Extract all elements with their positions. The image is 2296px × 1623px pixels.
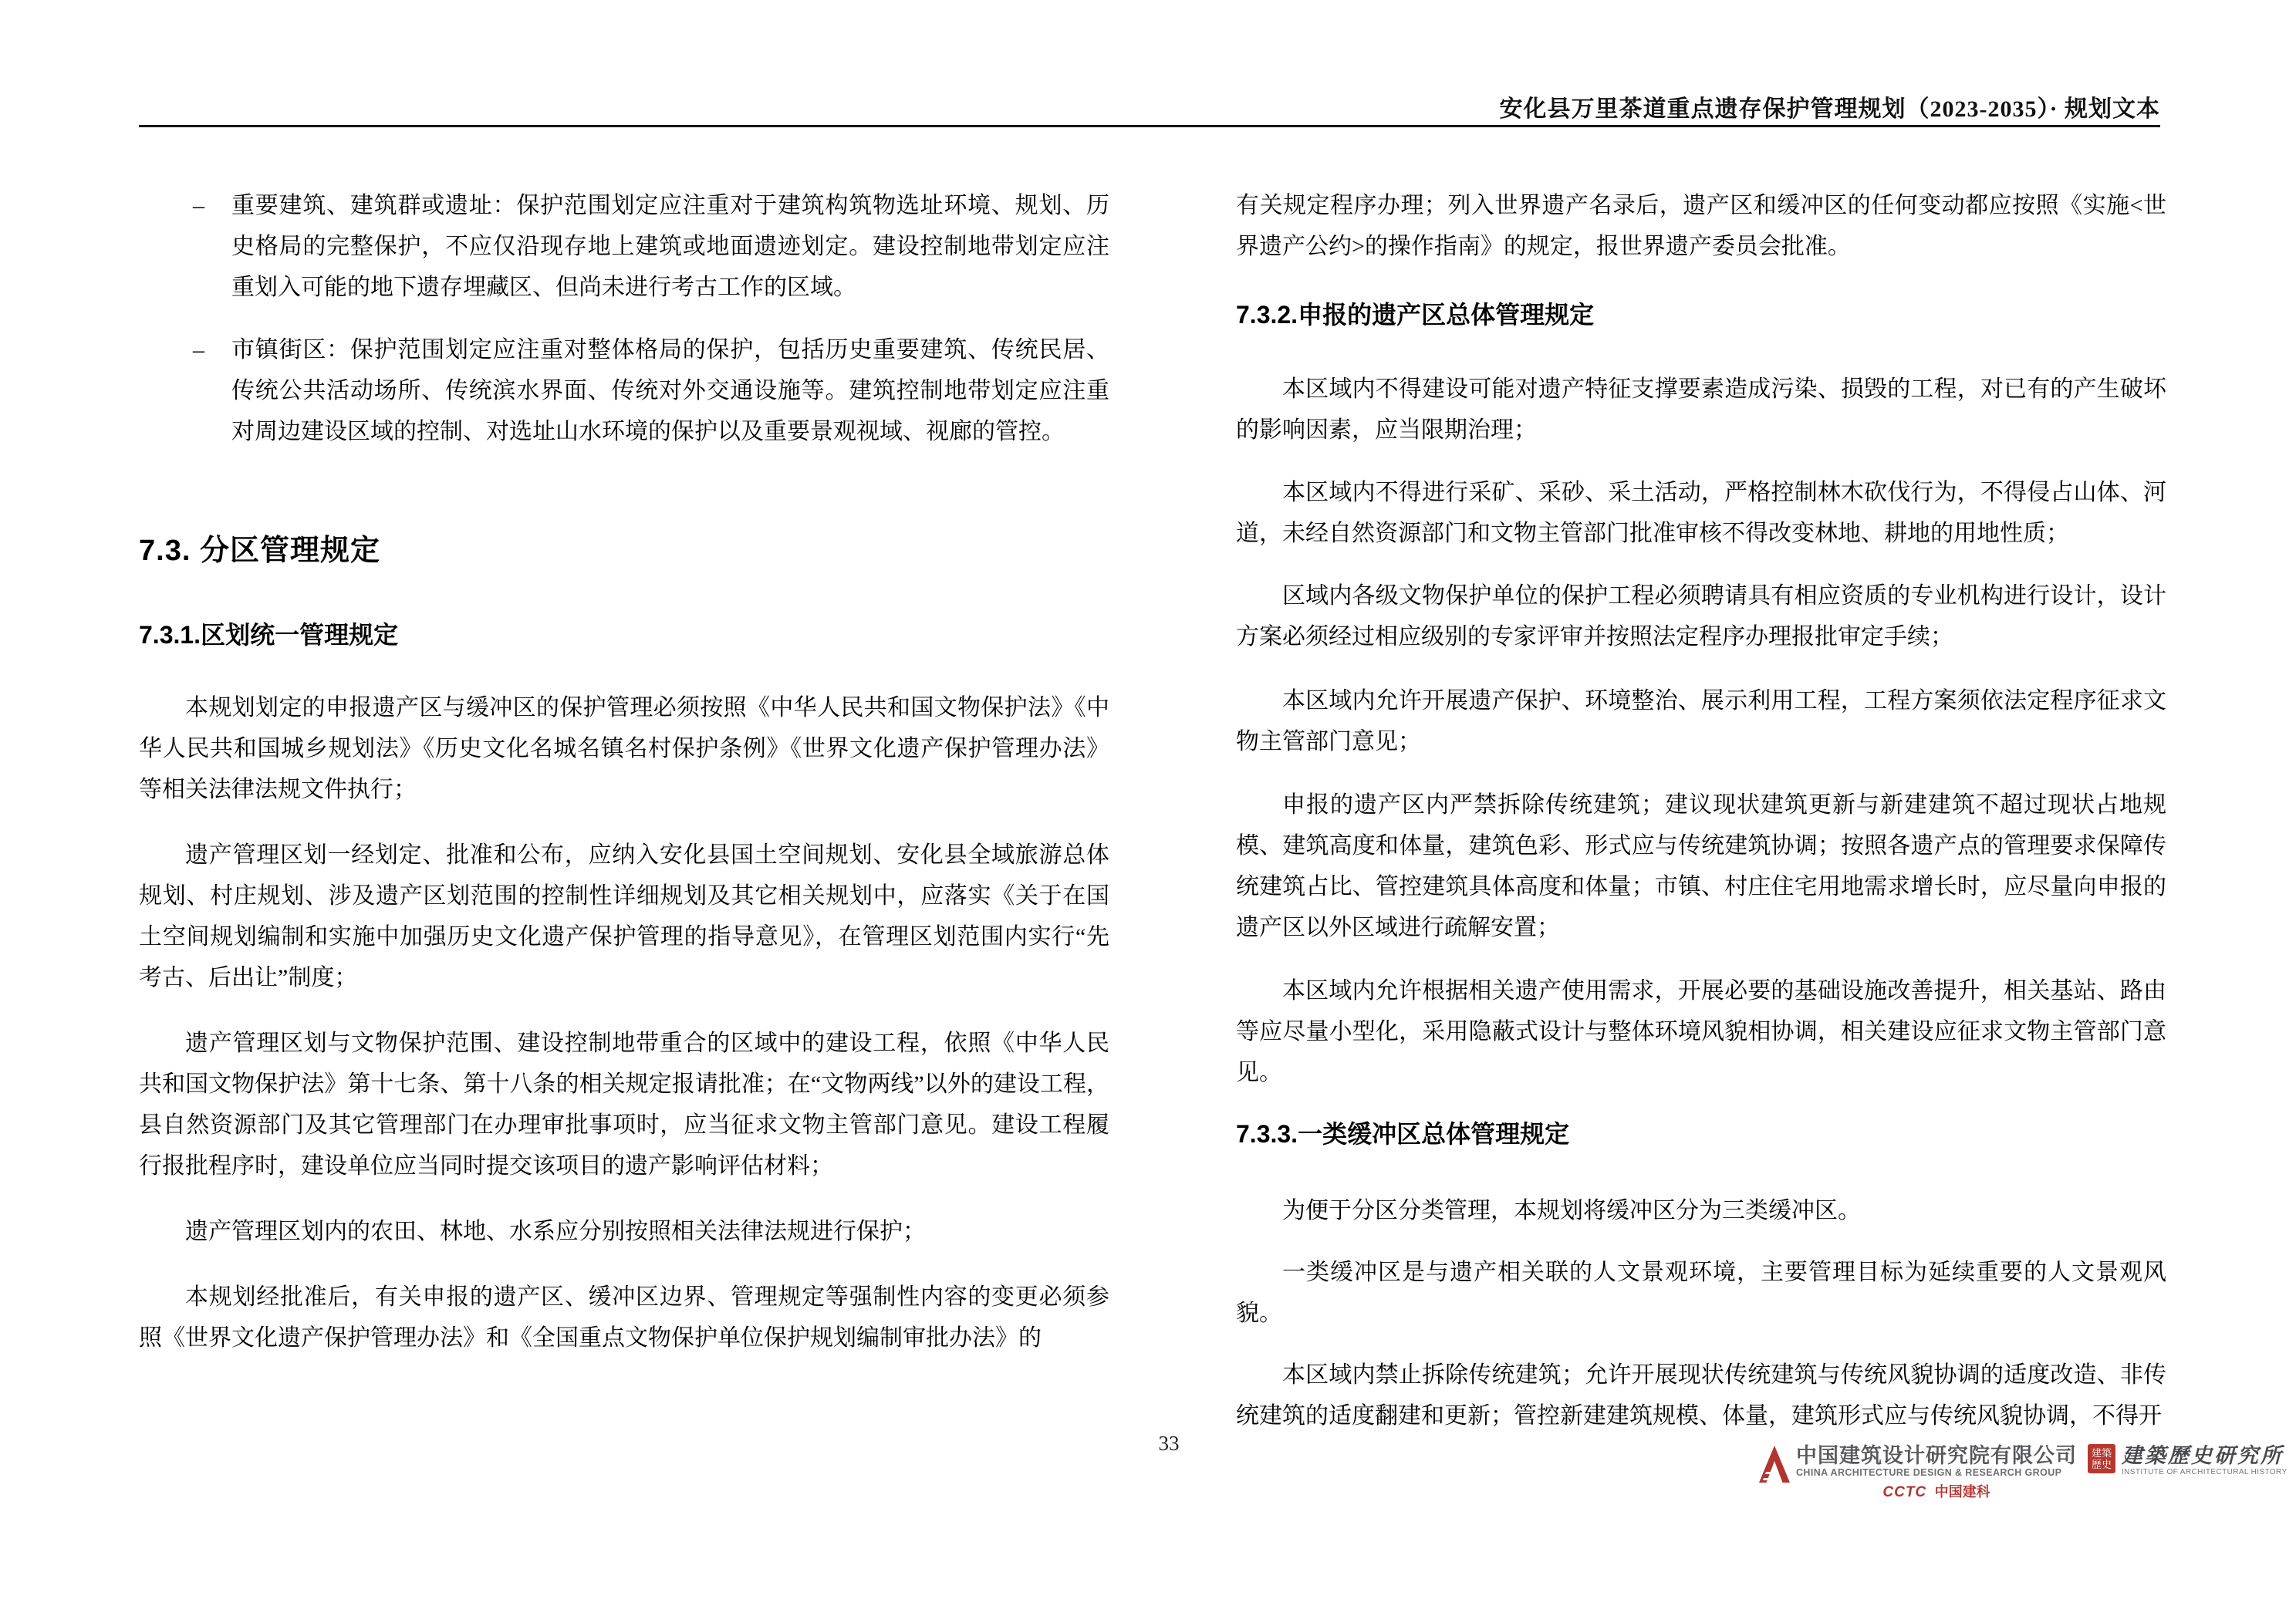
cadg-name-en: CHINA ARCHITECTURE DESIGN & RESEARCH GROUP: [1796, 1467, 2062, 1478]
cctc-logo: CCTC: [1882, 1484, 1927, 1500]
paragraph: 申报的遗产区内严禁拆除传统建筑；建议现状建筑更新与新建建筑不超过现状占地规模、建筑高度和体量，建筑色彩、形式应与传统建筑协调；按照各遗产点的管理要求保障传统建筑占比、管控建筑具体高度和体量；市镇、村庄住宅用地需求增长时，应尽量向申报的遗产区以外区域进行疏解安置；: [1236, 792, 2166, 940]
cadg-name-cn: 中国建筑设计研究院有限公司: [1796, 1444, 2077, 1467]
paragraph: 遗产管理区划与文物保护范围、建设控制地带重合的区域中的建设工程，依照《中华人民共和国文物保护法》第十七条、第十八条的相关规定报请批准；在“文物两线”以外的建设工程，县自然资源部门及其它管理部门在办理审批事项时，应当征求文物主管部门意见。建设工程履行报批程序时，建设单位应当同时提交该项目的遗产影响评估材料；: [139, 1031, 1109, 1179]
iah-name-cn: 建築歷史研究所: [2122, 1444, 2284, 1467]
paragraph: 本区域内禁止拆除传统建筑；允许开展现状传统建筑与传统风貌协调的适度改造、非传统建筑的适度翻建和更新；管控新建建筑规模、体量，建筑形式应与传统风貌协调，不得开: [1236, 1362, 2166, 1429]
right-column: [1236, 185, 2166, 1436]
section-heading-7-3-1: 7.3.1.区划统一管理规定: [139, 621, 399, 649]
paragraph: 区域内各级文物保护单位的保护工程必须聘请具有相应资质的专业机构进行设计，设计方案必须经过相应级别的专家评审并按照法定程序办理报批审定手续；: [1236, 583, 2166, 650]
paragraph: 遗产管理区划一经划定、批准和公布，应纳入安化县国土空间规划、安化县全域旅游总体规划、村庄规划、涉及遗产区划范围的控制性详细规划及其它相关规划中，应落实《关于在国土空间规划编制和实施中加强历史文化遗产保护管理的指导意见》，在管理区划范围内实行“先考古、后出让”制度；: [139, 842, 1109, 990]
cadg-a-mark-icon: [1759, 1446, 1790, 1486]
bullet-dash: –: [193, 193, 204, 218]
running-head-title: 安化县万里茶道重点遗存保护管理规划（2023-2035）· 规划文本: [1499, 96, 2160, 122]
cadg-logo: [1759, 1444, 2077, 1501]
section-heading-7-3-3: 7.3.3.一类缓冲区总体管理规定: [1236, 1120, 1570, 1148]
header-rule: [139, 125, 2160, 127]
paragraph: 本区域内不得进行采矿、采砂、采土活动，严格控制林木砍伐行为，不得侵占山体、河道，未经自然资源部门和文物主管部门批准审核不得改变林地、耕地的用地性质；: [1236, 480, 2166, 546]
paragraph: 遗产管理区划内的农田、林地、水系应分别按照相关法律法规进行保护；: [185, 1219, 926, 1244]
cctc-row: [1796, 1481, 2077, 1501]
section-heading-7-3-2: 7.3.2.申报的遗产区总体管理规定: [1236, 301, 1595, 329]
iah-seal-icon: 建築歷史: [2088, 1444, 2115, 1473]
iah-name-en: INSTITUTE OF ARCHITECTURAL HISTORY: [2122, 1468, 2288, 1476]
bullet-item: [139, 185, 1109, 308]
cctc-label: 中国建科: [1934, 1484, 1990, 1500]
paragraph: 一类缓冲区是与遗产相关联的人文景观环境，主要管理目标为延续重要的人文景观风貌。: [1236, 1260, 2166, 1326]
paragraph: 本区域内不得建设可能对遗产特征支撑要素造成污染、损毁的工程，对已有的产生破坏的影响因素，应当限期治理；: [1236, 376, 2166, 443]
paragraph-continuation: 有关规定程序办理；列入世界遗产名录后，遗产区和缓冲区的任何变动都应按照《实施<世界遗产公约>的操作指南》的规定，报世界遗产委员会批准。: [1236, 193, 2166, 259]
left-column: [139, 185, 1109, 1358]
iah-logo: [2088, 1444, 2288, 1477]
paragraph: 为便于分区分类管理，本规划将缓冲区分为三类缓冲区。: [1282, 1198, 1861, 1223]
section-heading-7-3: 7.3. 分区管理规定: [139, 535, 380, 567]
footer-logos: [1759, 1444, 2288, 1501]
iah-text-block: [2122, 1444, 2288, 1477]
bullet-item: [139, 329, 1109, 452]
cadg-text-block: [1796, 1444, 2077, 1501]
bullet-dash: –: [193, 337, 204, 363]
page-number: 33: [1158, 1432, 1180, 1455]
paragraph: 本区域内允许根据相关遗产使用需求，开展必要的基础设施改善提升，相关基站、路由等应尽量小型化，采用隐蔽式设计与整体环境风貌相协调，相关建设应征求文物主管部门意见。: [1236, 978, 2166, 1085]
paragraph: 本区域内允许开展遗产保护、环境整治、展示利用工程，工程方案须依法定程序征求文物主管部门意见；: [1236, 688, 2166, 754]
paragraph: 本规划经批准后，有关申报的遗产区、缓冲区边界、管理规定等强制性内容的变更必须参照《世界文化遗产保护管理办法》和《全国重点文物保护单位保护规划编制审批办法》的: [139, 1284, 1109, 1351]
bullet-text: 重要建筑、建筑群或遗址：保护范围划定应注重对于建筑构筑物选址环境、规划、历史格局的完整保护，不应仅沿现存地上建筑或地面遗迹划定。建设控制地带划定应注重划入可能的地下遗存埋藏区、但尚未进行考古工作的区域。: [231, 193, 1109, 300]
bullet-text: 市镇街区：保护范围划定应注重对整体格局的保护，包括历史重要建筑、传统民居、传统公共活动场所、传统滨水界面、传统对外交通设施等。建筑控制地带划定应注重对周边建设区域的控制、对选址山水环境的保护以及重要景观视域、视廊的管控。: [231, 337, 1109, 444]
paragraph: 本规划划定的申报遗产区与缓冲区的保护管理必须按照《中华人民共和国文物保护法》《中华人民共和国城乡规划法》《历史文化名城名镇名村保护条例》《世界文化遗产保护管理办法》等相关法律法规文件执行；: [139, 695, 1109, 802]
